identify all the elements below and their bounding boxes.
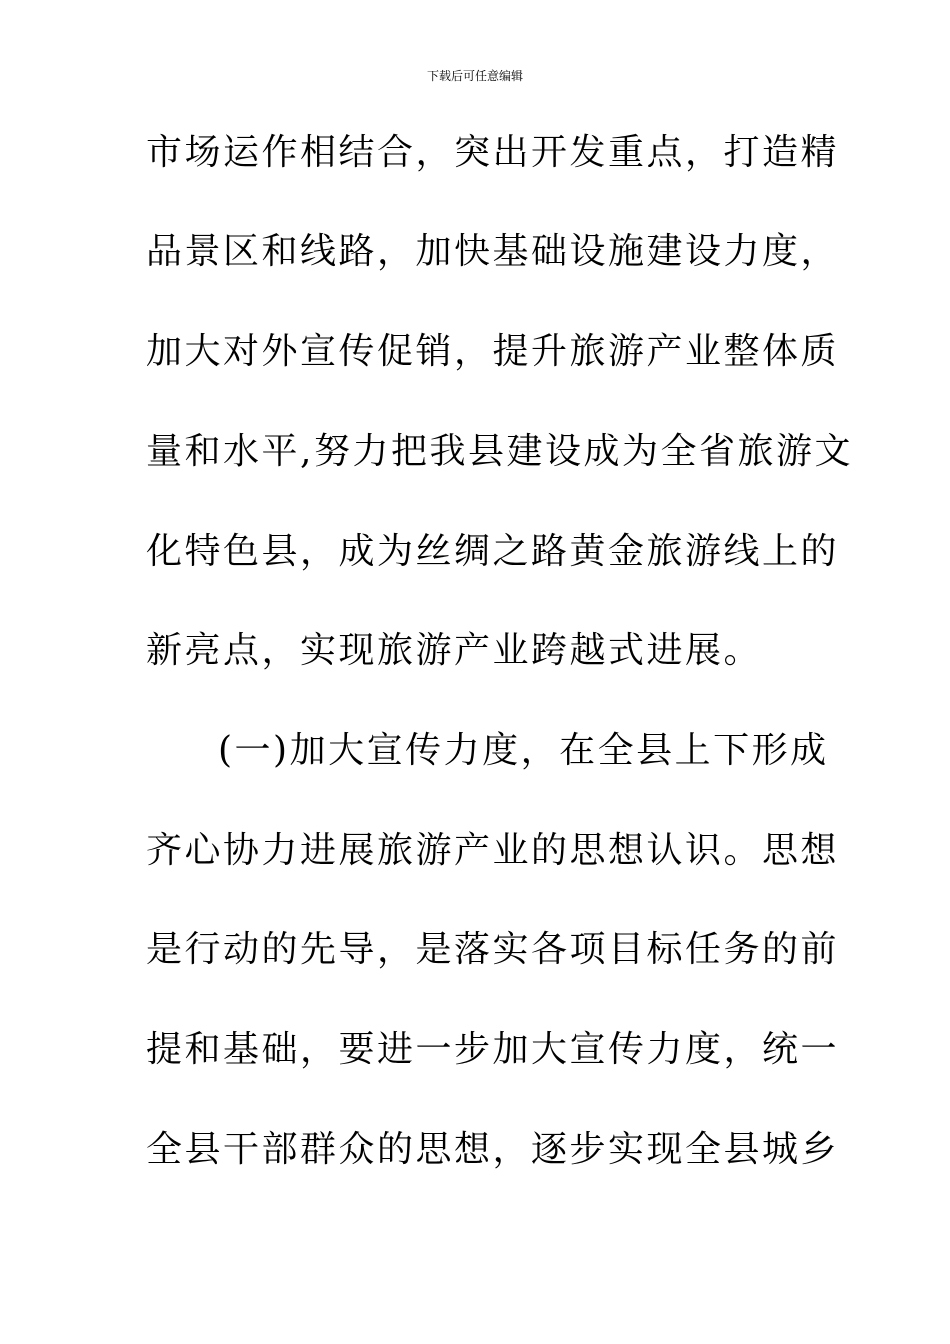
body-line-9: 是行动的先导，是落实各项目标任务的前 (146, 929, 840, 970)
header-note: 下载后可任意编辑 (426, 69, 523, 83)
body-line-8: 齐心协力进展旅游产业的思想认识。思想 (146, 830, 840, 871)
body-line-11: 全县干部群众的思想，逐步实现全县城乡 (146, 1129, 840, 1170)
body-line-5: 化特色县，成为丝绸之路黄金旅游线上的 (146, 531, 840, 572)
body-line-2: 品景区和线路，加快基础设施建设力度， (146, 231, 840, 272)
body-line-3: 加大对外宣传促销，提升旅游产业整体质 (146, 331, 840, 372)
body-line-6: 新亮点，实现旅游产业跨越式进展。 (146, 630, 763, 671)
body-line-1: 市场运作相结合，突出开发重点，打造精 (146, 132, 840, 173)
body-line-10: 提和基础，要进一步加大宣传力度，统一 (146, 1029, 840, 1070)
body-line-7: (一)加大宣传力度，在全县上下形成 (218, 730, 829, 771)
body-line-4: 量和水平,努力把我县建设成为全省旅游文 (146, 431, 853, 472)
